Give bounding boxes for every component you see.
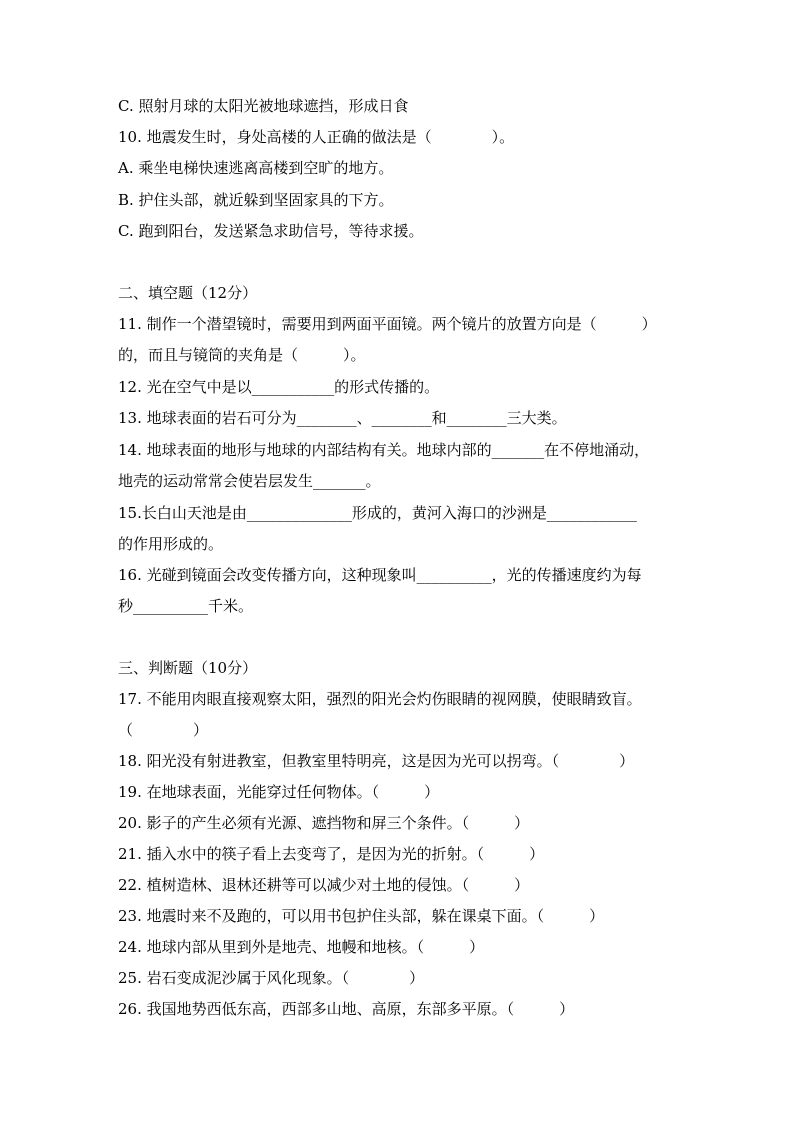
question-15: 15.长白山天池是由______________形成的，黄河入海口的沙洲是____________: [118, 504, 637, 522]
question-12: 12. 光在空气中是以___________的形式传播的。: [118, 378, 440, 396]
question-17-cont: （ ）: [118, 721, 209, 739]
question-10: 10. 地震发生时，身处高楼的人正确的做法是（ ）。: [118, 128, 515, 146]
question-25: 25. 岩石变成泥沙属于风化现象。（ ）: [118, 969, 425, 987]
section-fill-blank-title: 二、填空题（12分）: [118, 284, 258, 302]
question-18: 18. 阳光没有射进教室，但教室里特明亮，这是因为光可以拐弯。（ ）: [118, 752, 635, 770]
option-10c: C. 跑到阳台，发送紧急求助信号，等待求援。: [118, 222, 424, 240]
question-16-cont: 秒__________千米。: [118, 597, 254, 615]
question-20: 20. 影子的产生必须有光源、遮挡物和屏三个条件。（ ）: [118, 814, 530, 832]
question-24: 24. 地球内部从里到外是地壳、地幔和地核。（ ）: [118, 938, 485, 956]
option-10a: A. 乘坐电梯快速逃离高楼到空旷的地方。: [118, 159, 394, 177]
question-26: 26. 我国地势西低东高，西部多山地、高原，东部多平原。（ ）: [118, 1000, 575, 1018]
question-17: 17. 不能用肉眼直接观察太阳，强烈的阳光会灼伤眼睛的视网膜，使眼睛致盲。: [118, 690, 642, 708]
question-22: 22. 植树造林、退林还耕等可以减少对土地的侵蚀。（ ）: [118, 876, 530, 894]
option-10b: B. 护住头部，就近躲到坚固家具的下方。: [118, 191, 394, 209]
question-23: 23. 地震时来不及跑的，可以用书包护住头部，躲在课桌下面。（ ）: [118, 907, 605, 925]
question-13: 13. 地球表面的岩石可分为________、________和________三大类。: [118, 409, 567, 427]
option-9c: C. 照射月球的太阳光被地球遮挡，形成日食: [118, 97, 409, 115]
question-11: 11. 制作一个潜望镜时，需要用到两面平面镜。两个镜片的放置方向是（ ）: [118, 315, 657, 333]
question-21: 21. 插入水中的筷子看上去变弯了，是因为光的折射。（ ）: [118, 845, 545, 863]
question-11-cont: 的，而且与镜筒的夹角是（ ）。: [118, 346, 366, 364]
section-true-false-title: 三、判断题（10分）: [118, 659, 258, 677]
question-16: 16. 光碰到镜面会改变传播方向，这种现象叫__________，光的传播速度约为每: [118, 566, 642, 584]
question-15-cont: 的作用形成的。: [118, 535, 224, 553]
question-14: 14. 地球表面的地形与地球的内部结构有关。地球内部的_______在不停地涌动，: [118, 441, 650, 459]
question-14-cont: 地壳的运动常常会使岩层发生_______。: [118, 472, 381, 490]
question-19: 19. 在地球表面，光能穿过任何物体。（ ）: [118, 783, 440, 801]
